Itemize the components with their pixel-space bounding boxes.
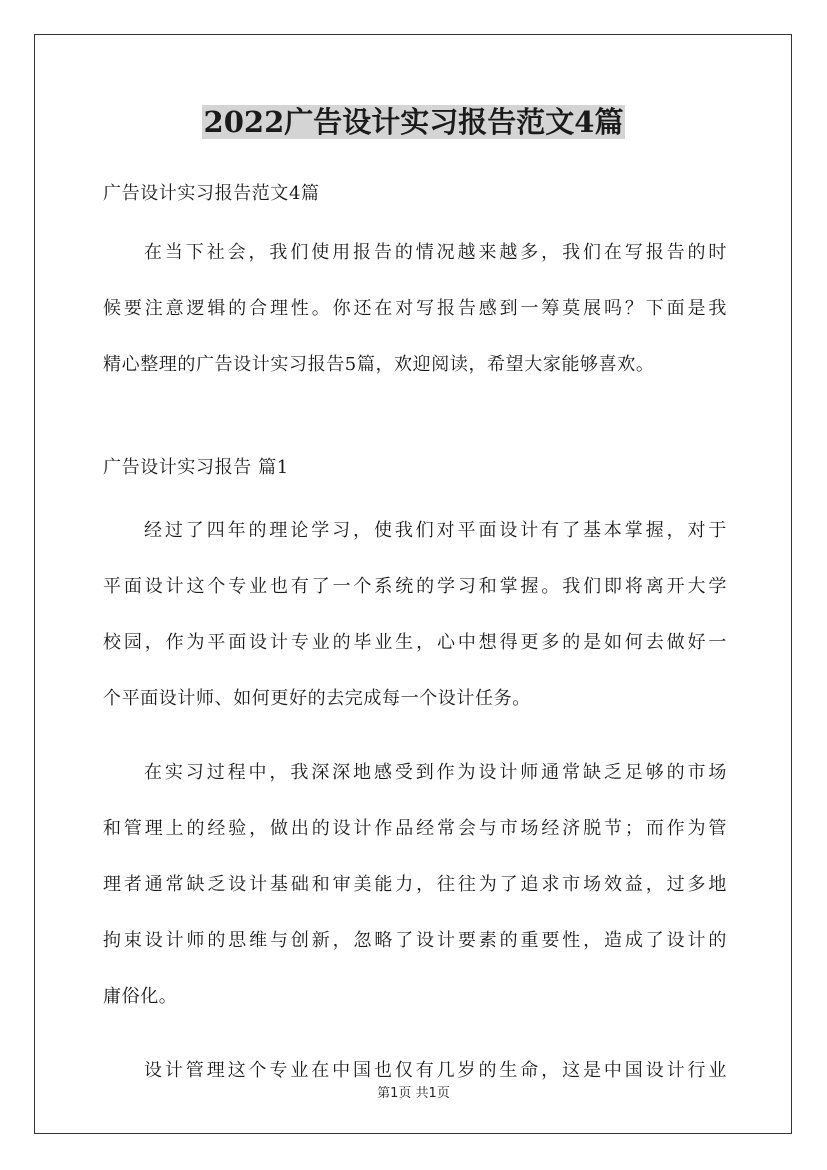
paragraph-1-line-4: 个平面设计师、如何更好的去完成每一个设计任务。	[103, 688, 531, 709]
document-title-text: 2022广告设计实习报告范文4篇	[203, 105, 624, 139]
document-subtitle: 广告设计实习报告范文4篇	[103, 183, 320, 204]
intro-line-2: 候要注意逻辑的合理性。你还在对写报告感到一筹莫展吗？下面是我	[103, 298, 727, 319]
paragraph-2-line-2: 和管理上的经验，做出的设计作品经常会与市场经济脱节；而作为管	[103, 818, 727, 839]
paragraph-2	[103, 745, 727, 1025]
paragraph-1-line-2: 平面设计这个专业也有了一个系统的学习和掌握。我们即将离开大学	[103, 576, 727, 597]
intro-paragraph	[103, 225, 727, 393]
paragraph-2-line-4: 拘束设计师的思维与创新，忽略了设计要素的重要性，造成了设计的	[103, 930, 727, 951]
document-title	[0, 100, 827, 144]
page-number: 第1页 共1页	[377, 1086, 450, 1101]
paragraph-1-line-3: 校园，作为平面设计专业的毕业生，心中想得更多的是如何去做好一	[103, 632, 727, 653]
paragraph-3-line-1: 设计管理这个专业在中国也仅有几岁的生命，这是中国设计行业	[144, 1060, 727, 1081]
intro-line-1: 在当下社会，我们使用报告的情况越来越多，我们在写报告的时	[144, 242, 727, 263]
paragraph-2-line-3: 理者通常缺乏设计基础和审美能力，往往为了追求市场效益，过多地	[103, 874, 727, 895]
paragraph-1-line-1: 经过了四年的理论学习，使我们对平面设计有了基本掌握，对于	[144, 520, 727, 541]
document-body	[103, 175, 727, 1117]
intro-line-3: 精心整理的广告设计实习报告5篇，欢迎阅读，希望大家能够喜欢。	[103, 354, 655, 375]
section-heading: 广告设计实习报告 篇1	[103, 457, 289, 478]
paragraph-2-line-5: 庸俗化。	[103, 986, 178, 1007]
paragraph-2-line-1: 在实习过程中，我深深地感受到作为设计师通常缺乏足够的市场	[144, 762, 727, 783]
blank-line	[103, 411, 727, 449]
page-footer	[0, 1082, 827, 1101]
paragraph-1	[103, 503, 727, 727]
